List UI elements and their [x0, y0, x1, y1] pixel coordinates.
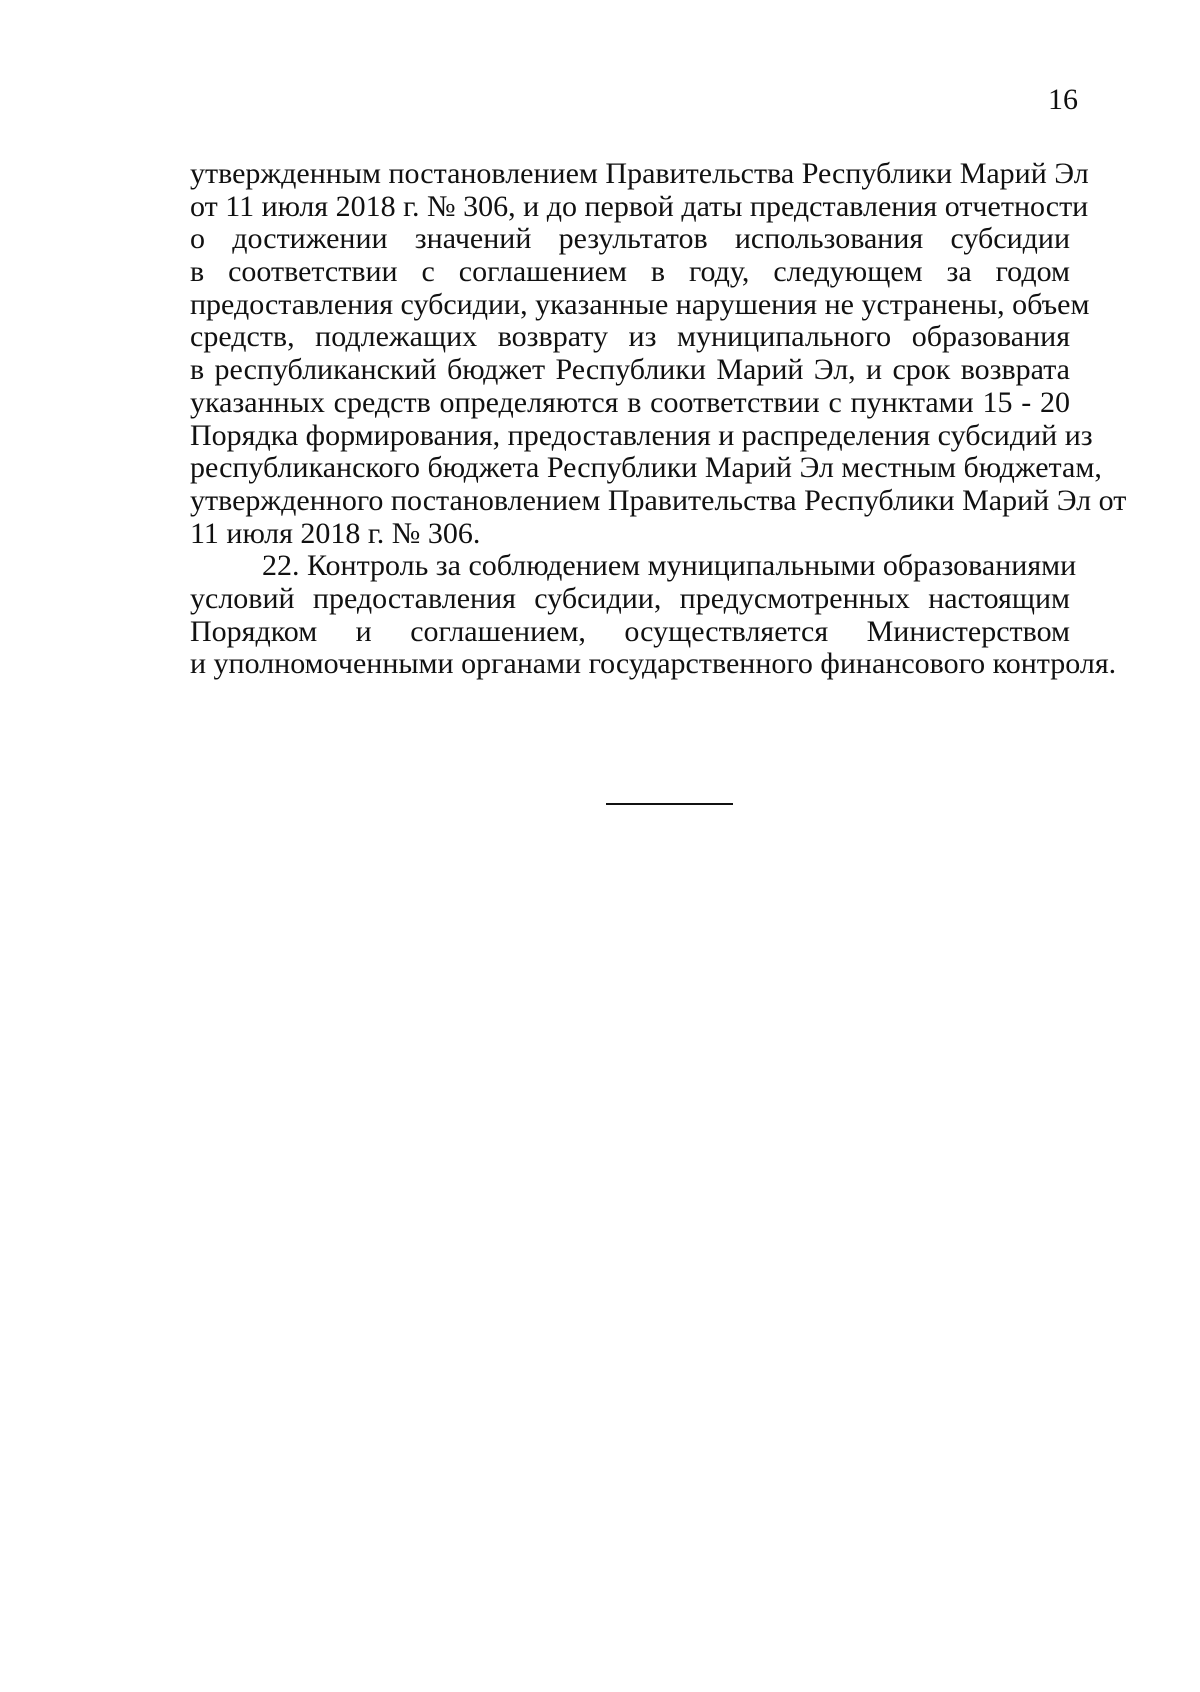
paragraph-continuation — [190, 157, 1127, 550]
end-of-document-rule — [606, 803, 733, 805]
text-line: 11 июля 2018 г. № 306. — [190, 516, 481, 550]
document-body — [190, 157, 1127, 681]
text-line: 22. Контроль за соблюдением муниципальными образованиями — [262, 549, 1077, 583]
text-line: о достижении значений результатов использования субсидии — [190, 222, 1070, 256]
text-line: в республиканский бюджет Республики Марий Эл, и срок возврата — [190, 353, 1070, 387]
text-line: в соответствии с соглашением в году, следующем за годом — [190, 255, 1070, 289]
text-line: от 11 июля 2018 г. № 306, и до первой даты представления отчетности — [190, 189, 1089, 223]
paragraph-22 — [190, 549, 1117, 681]
text-line: Порядком и соглашением, осуществляется Министерством — [190, 614, 1070, 648]
text-line: утвержденного постановлением Правительства Республики Марий Эл от — [190, 483, 1127, 517]
text-line: и уполномоченными органами государственного финансового контроля. — [190, 647, 1117, 681]
text-line: предоставления субсидии, указанные нарушения не устранены, объем — [190, 287, 1090, 321]
text-line: республиканского бюджета Республики Марий Эл местным бюджетам, — [190, 451, 1102, 485]
text-line: условий предоставления субсидии, предусмотренных настоящим — [190, 581, 1070, 615]
text-line: средств, подлежащих возврату из муниципального образования — [190, 320, 1070, 354]
text-line: утвержденным постановлением Правительства Республики Марий Эл — [190, 157, 1089, 190]
text-line: указанных средств определяются в соответствии с пунктами 15 - 20 — [190, 385, 1070, 419]
page-number: 16 — [1048, 83, 1078, 116]
text-line: Порядка формирования, предоставления и распределения субсидий из — [190, 418, 1093, 452]
